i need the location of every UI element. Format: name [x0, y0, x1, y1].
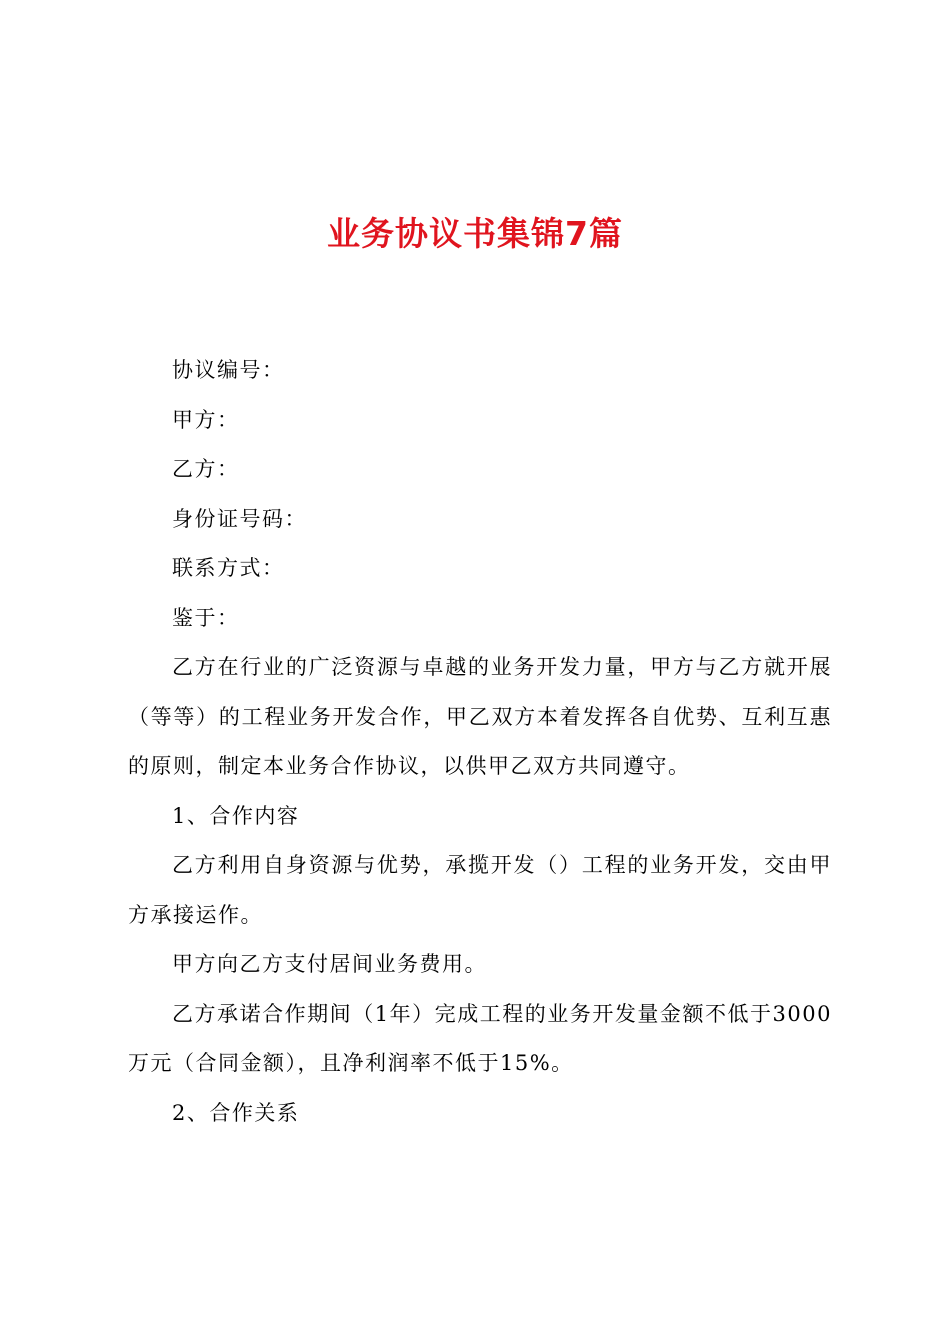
paragraph-preamble: 乙方在行业的广泛资源与卓越的业务开发力量，甲方与乙方就开展（等等）的工程业务开发合作，甲乙双方本着发挥各自优势、互利互惠的原则，制定本业务合作协议，以供甲乙双方共同遵守。 [128, 655, 832, 778]
paragraph-contact: 联系方式： [172, 556, 285, 580]
paragraph-content-2: 甲方向乙方支付居间业务费用。 [172, 952, 487, 976]
document-title: 业务协议书集锦7篇 [327, 214, 623, 253]
paragraph-content-1: 乙方利用自身资源与优势，承揽开发（）工程的业务开发，交由甲方承接运作。 [128, 853, 832, 927]
paragraph-party-a: 甲方： [172, 407, 240, 432]
document-body [128, 346, 832, 1138]
paragraph-agreement-number: 协议编号： [172, 358, 285, 382]
paragraph-id-number: 身份证号码： [172, 506, 307, 531]
paragraph-content-3: 乙方承诺合作期间（1年）完成工程的业务开发量金额不低于3000万元（合同金额），且净利润率不低于15%。 [128, 1001, 832, 1075]
section-heading-cooperation-content: 1、合作内容 [172, 803, 300, 828]
section-heading-cooperation-relation: 2、合作关系 [172, 1100, 300, 1125]
paragraph-whereas: 鉴于： [172, 605, 240, 630]
paragraph-party-b: 乙方： [172, 457, 240, 481]
